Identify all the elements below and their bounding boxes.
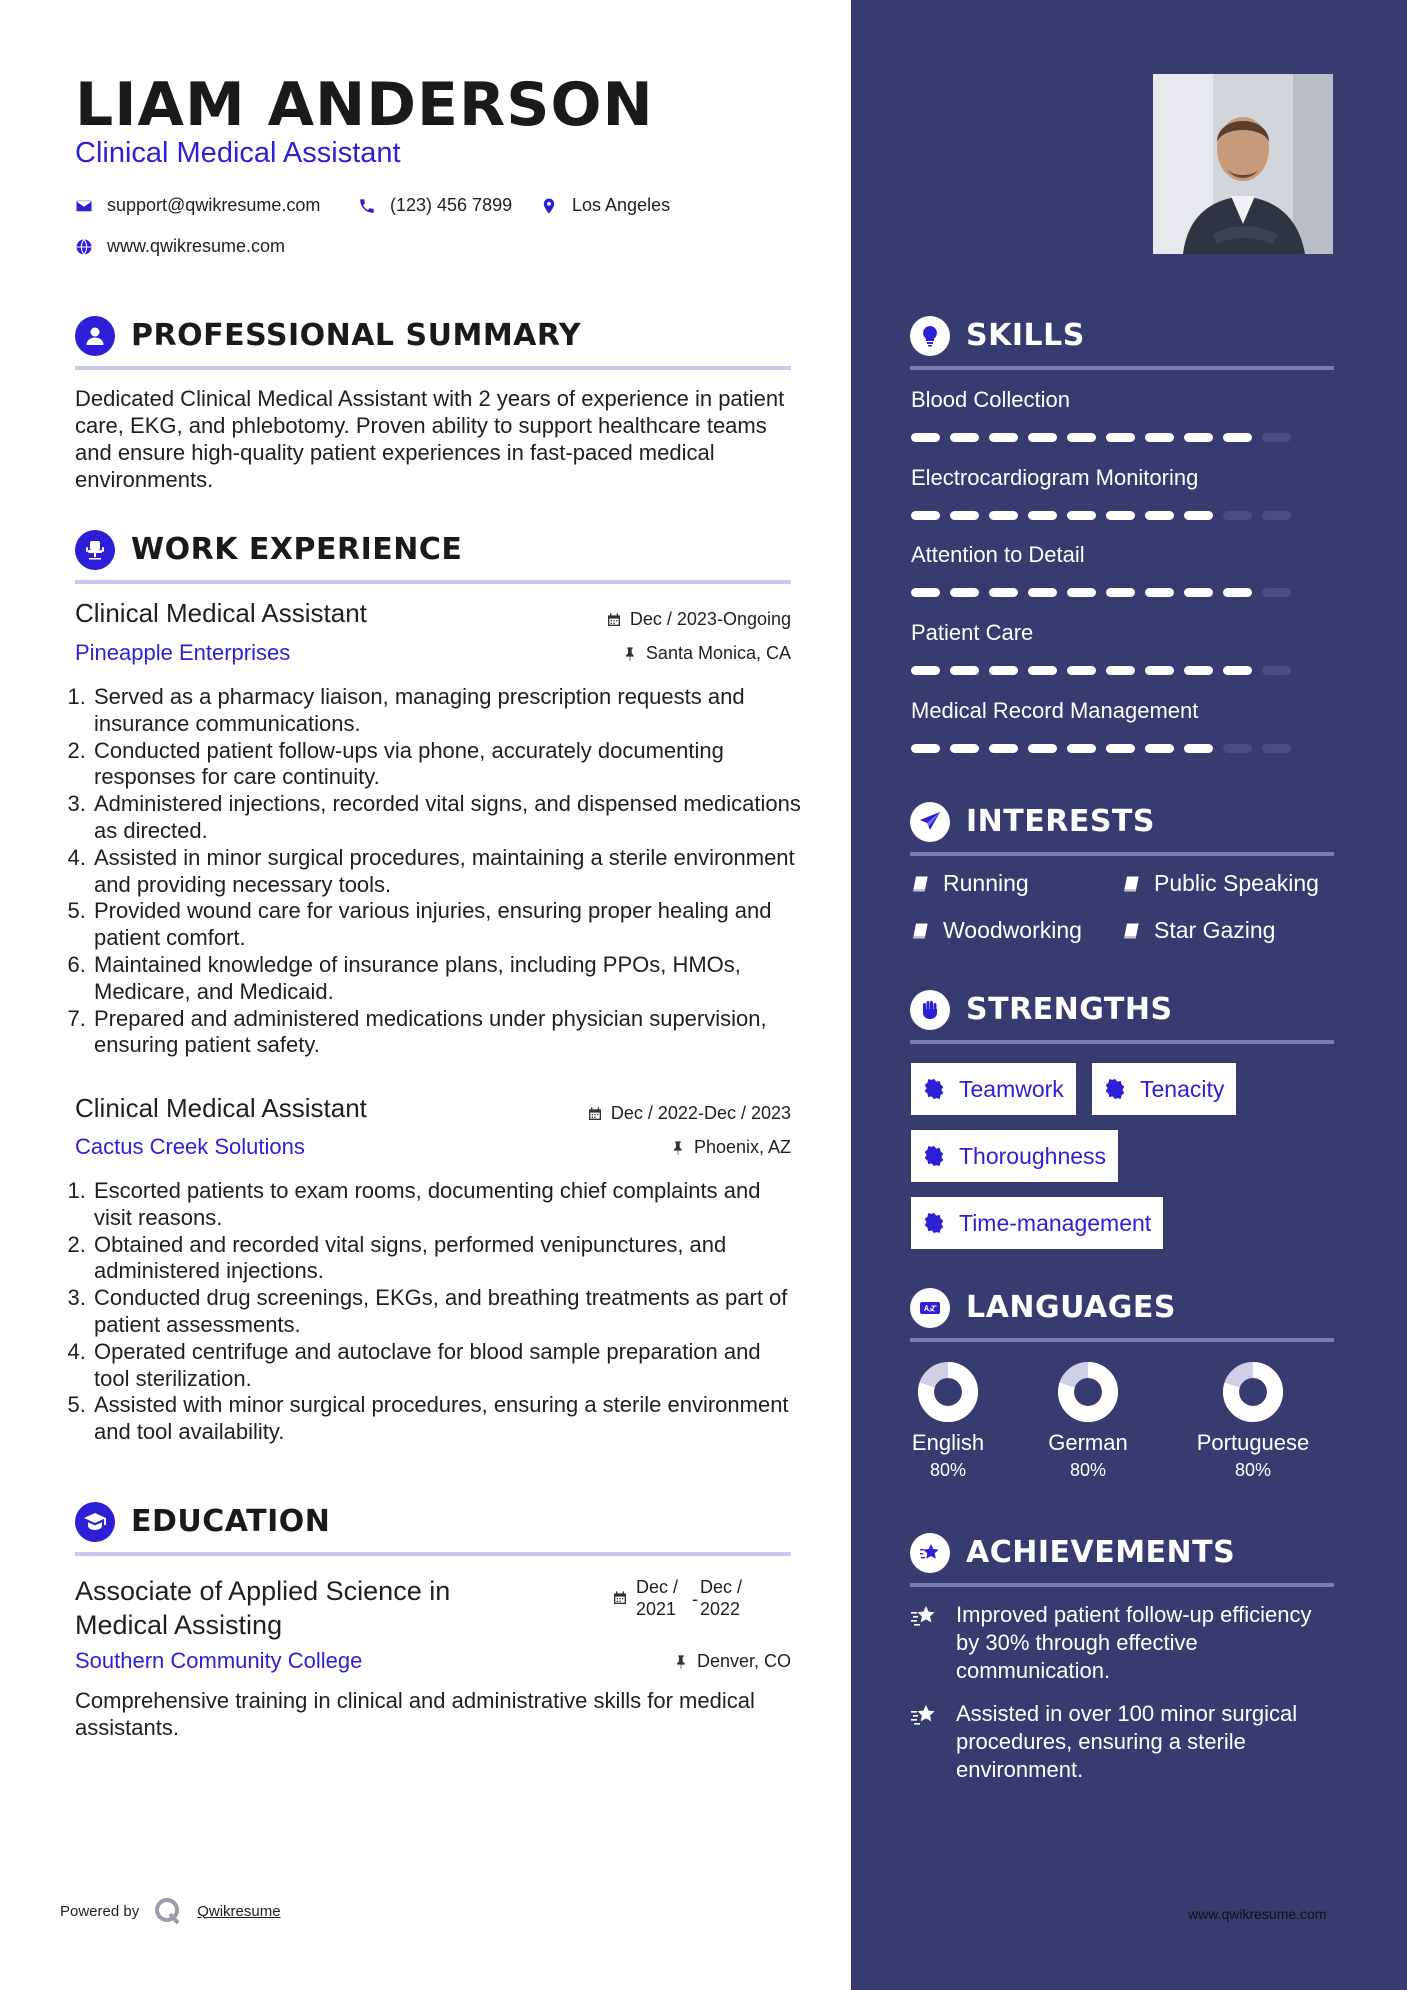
skill-dash-filled xyxy=(1145,666,1174,675)
language-percent: 80% xyxy=(1069,1460,1107,1480)
skill-dash-filled xyxy=(950,433,979,442)
achievement-item: Improved patient follow-up efficiency by 30% through effective communication. xyxy=(910,1601,1340,1685)
job-1-company: Pineapple Enterprises xyxy=(75,640,291,665)
language-name: English xyxy=(911,1430,985,1455)
contact-phone[interactable]: (123) 456 7899 xyxy=(358,195,512,216)
education-location: Denver, CO xyxy=(673,1651,791,1672)
badge-icon xyxy=(923,1145,945,1167)
skill-dash-filled xyxy=(1106,433,1135,442)
language-ring xyxy=(916,1360,980,1424)
skill-dash-filled xyxy=(989,433,1018,442)
interests-heading: INTERESTS xyxy=(910,802,1334,856)
language-item xyxy=(1028,1360,1148,1481)
skill-dash-filled xyxy=(989,666,1018,675)
skill-dash-filled xyxy=(989,744,1018,753)
skill-dash-filled xyxy=(1184,588,1213,597)
language-percent: 80% xyxy=(929,1460,967,1480)
language-name: German xyxy=(1048,1430,1128,1455)
book-icon xyxy=(911,921,931,941)
skill-dash-filled xyxy=(950,588,979,597)
lightbulb-icon xyxy=(910,316,950,356)
summary-text: Dedicated Clinical Medical Assistant with 2 years of experience in patient care, EKG, and phlebotomy. Proven ability to support healthcare teams and ensure high-quality patient experiences in fast-paced medical environments. xyxy=(75,386,785,492)
language-item xyxy=(888,1360,1008,1481)
skill-dash-empty xyxy=(1262,433,1291,442)
strength-chip: Tenacity xyxy=(1092,1063,1236,1115)
job-2-company: Cactus Creek Solutions xyxy=(75,1134,305,1159)
star-icon xyxy=(910,1704,938,1728)
achievements-heading: ACHIEVEMENTS xyxy=(910,1533,1334,1587)
candidate-title: Clinical Medical Assistant xyxy=(75,137,401,169)
skill-name: Patient Care xyxy=(911,620,1034,645)
skill-dash-filled xyxy=(1184,433,1213,442)
skill-dash-filled xyxy=(911,744,940,753)
footer-powered-by: Powered by Qwikresume xyxy=(60,1896,281,1926)
globe-icon xyxy=(75,238,93,256)
skill-name: Attention to Detail xyxy=(911,542,1085,567)
paper-plane-icon xyxy=(910,802,950,842)
footer-brand-link[interactable]: Qwikresume xyxy=(197,1902,281,1920)
skill-dash-empty xyxy=(1262,511,1291,520)
interest-item: Running xyxy=(911,870,1029,897)
skill-dash-filled xyxy=(1067,433,1096,442)
contact-website[interactable]: www.qwikresume.com xyxy=(75,236,285,257)
job-1-location: Santa Monica, CA xyxy=(622,643,791,664)
skill-dash-filled xyxy=(989,588,1018,597)
skill-level-meter xyxy=(911,588,1291,597)
calendar-icon xyxy=(612,1590,628,1606)
book-icon xyxy=(1122,874,1142,894)
contact-location: Los Angeles xyxy=(540,195,670,216)
skill-dash-empty xyxy=(1262,588,1291,597)
language-name: Portuguese xyxy=(1196,1430,1310,1455)
skill-dash-filled xyxy=(1106,666,1135,675)
list-item: 2. Obtained and recorded vital signs, performed venipunctures, and administered injections. xyxy=(92,1232,801,1286)
list-item: 4. Assisted in minor surgical procedures, maintaining a sterile environment and providing necessary tools. xyxy=(92,845,801,899)
pushpin-icon xyxy=(673,1654,689,1670)
skill-dash-filled xyxy=(950,744,979,753)
education-school: Southern Community College xyxy=(75,1648,363,1673)
experience-heading: WORK EXPERIENCE xyxy=(75,530,791,584)
translate-icon xyxy=(910,1288,950,1328)
pushpin-icon xyxy=(622,646,638,662)
languages-heading: LANGUAGES xyxy=(910,1288,1334,1342)
skill-dash-filled xyxy=(1028,511,1057,520)
interest-item: Public Speaking xyxy=(1122,870,1319,897)
language-ring-hole xyxy=(936,1380,960,1404)
contact-email[interactable]: support@qwikresume.com xyxy=(75,195,320,216)
calendar-icon xyxy=(587,1106,603,1122)
strength-chip: Teamwork xyxy=(911,1063,1076,1115)
skill-dash-empty xyxy=(1223,744,1252,753)
skill-dash-empty xyxy=(1262,744,1291,753)
skill-dash-empty xyxy=(1223,511,1252,520)
skill-dash-filled xyxy=(989,511,1018,520)
graduate-icon xyxy=(75,1502,115,1542)
phone-icon xyxy=(358,197,376,215)
list-item: 5. Provided wound care for various injuries, ensuring proper healing and patient comfort. xyxy=(92,898,801,952)
skill-dash-filled xyxy=(1145,744,1174,753)
star-burst-icon xyxy=(910,1533,950,1573)
star-icon xyxy=(910,1605,938,1629)
skill-level-meter xyxy=(911,666,1291,675)
language-ring-hole xyxy=(1076,1380,1100,1404)
skill-dash-filled xyxy=(1184,511,1213,520)
office-chair-icon xyxy=(75,530,115,570)
job-1-bullets xyxy=(66,684,801,1059)
language-ring-hole xyxy=(1241,1380,1265,1404)
language-item xyxy=(1193,1360,1313,1481)
skill-dash-filled xyxy=(911,666,940,675)
skill-dash-filled xyxy=(1145,588,1174,597)
skill-dash-filled xyxy=(1067,511,1096,520)
skill-dash-filled xyxy=(1106,511,1135,520)
skill-name: Blood Collection xyxy=(911,387,1070,412)
job-2-role: Clinical Medical Assistant xyxy=(75,1093,367,1123)
education-heading: EDUCATION xyxy=(75,1502,791,1556)
skill-dash-filled xyxy=(911,433,940,442)
book-icon xyxy=(1122,921,1142,941)
calendar-icon xyxy=(606,612,622,628)
strength-chip: Time-management xyxy=(911,1197,1163,1249)
badge-icon xyxy=(923,1078,945,1100)
skill-dash-filled xyxy=(911,511,940,520)
skill-dash-filled xyxy=(950,511,979,520)
skill-dash-filled xyxy=(1028,744,1057,753)
job-2-location: Phoenix, AZ xyxy=(670,1137,791,1158)
skill-dash-filled xyxy=(1145,433,1174,442)
education-description: Comprehensive training in clinical and administrative skills for medical assistants. xyxy=(75,1688,755,1740)
skill-dash-filled xyxy=(1028,588,1057,597)
skill-dash-filled xyxy=(1067,588,1096,597)
skill-dash-filled xyxy=(1067,744,1096,753)
user-icon xyxy=(75,316,115,356)
list-item: 2. Conducted patient follow-ups via phone, accurately documenting responses for care continuity. xyxy=(92,738,801,792)
skill-dash-filled xyxy=(1028,666,1057,675)
skill-level-meter xyxy=(911,511,1291,520)
skill-dash-filled xyxy=(1145,511,1174,520)
list-item: 3. Administered injections, recorded vital signs, and dispensed medications as directed. xyxy=(92,791,801,845)
job-1-role: Clinical Medical Assistant xyxy=(75,598,367,628)
footer-site[interactable]: www.qwikresume.com xyxy=(1188,1906,1327,1922)
skill-dash-filled xyxy=(1223,666,1252,675)
list-item: 4. Operated centrifuge and autoclave for blood sample preparation and tool sterilization. xyxy=(92,1339,801,1393)
skill-dash-filled xyxy=(1106,588,1135,597)
skill-dash-empty xyxy=(1262,666,1291,675)
candidate-name: LIAM ANDERSON xyxy=(75,70,654,140)
profile-photo xyxy=(1153,74,1333,254)
badge-icon xyxy=(923,1212,945,1234)
map-pin-icon xyxy=(540,197,558,215)
skill-dash-filled xyxy=(1028,433,1057,442)
skill-dash-filled xyxy=(1067,666,1096,675)
list-item: 1. Escorted patients to exam rooms, documenting chief complaints and visit reasons. xyxy=(92,1178,801,1232)
list-item: 3. Conducted drug screenings, EKGs, and breathing treatments as part of patient assessments. xyxy=(92,1285,801,1339)
interest-item: Star Gazing xyxy=(1122,917,1275,944)
skill-name: Medical Record Management xyxy=(911,698,1199,723)
skill-level-meter xyxy=(911,433,1291,442)
skill-name: Electrocardiogram Monitoring xyxy=(911,465,1199,490)
qwikresume-logo-icon xyxy=(153,1896,183,1926)
job-2-bullets xyxy=(66,1178,801,1446)
skills-heading: SKILLS xyxy=(910,316,1334,370)
interest-item: Woodworking xyxy=(911,917,1082,944)
education-dates: Dec / 2021 - Dec / 2022 xyxy=(612,1576,742,1620)
job-1-dates: Dec / 2023-Ongoing xyxy=(606,609,791,630)
achievement-item: Assisted in over 100 minor surgical procedures, ensuring a sterile environment. xyxy=(910,1700,1340,1784)
skill-dash-filled xyxy=(1184,744,1213,753)
pushpin-icon xyxy=(670,1140,686,1156)
skill-dash-filled xyxy=(950,666,979,675)
raised-fist-icon xyxy=(910,990,950,1030)
strength-chip: Thoroughness xyxy=(911,1130,1118,1182)
badge-icon xyxy=(1104,1078,1126,1100)
language-ring xyxy=(1056,1360,1120,1424)
skill-dash-filled xyxy=(1223,433,1252,442)
list-item: 7. Prepared and administered medications under physician supervision, ensuring patient safety. xyxy=(92,1006,801,1060)
skill-dash-filled xyxy=(1223,588,1252,597)
list-item: 6. Maintained knowledge of insurance plans, including PPOs, HMOs, Medicare, and Medicaid. xyxy=(92,952,801,1006)
language-percent: 80% xyxy=(1234,1460,1272,1480)
job-2-dates: Dec / 2022-Dec / 2023 xyxy=(587,1103,791,1124)
skill-dash-filled xyxy=(911,588,940,597)
skill-level-meter xyxy=(911,744,1291,753)
list-item: 5. Assisted with minor surgical procedures, ensuring a sterile environment and tool availability. xyxy=(92,1392,801,1446)
book-icon xyxy=(911,874,931,894)
education-degree: Associate of Applied Science in Medical Assisting xyxy=(75,1576,451,1640)
skill-dash-filled xyxy=(1106,744,1135,753)
strengths-heading: STRENGTHS xyxy=(910,990,1334,1044)
summary-heading: PROFESSIONAL SUMMARY xyxy=(75,316,791,370)
skill-dash-filled xyxy=(1184,666,1213,675)
list-item: 1. Served as a pharmacy liaison, managing prescription requests and insurance communications. xyxy=(92,684,801,738)
envelope-icon xyxy=(75,197,93,215)
language-ring xyxy=(1221,1360,1285,1424)
